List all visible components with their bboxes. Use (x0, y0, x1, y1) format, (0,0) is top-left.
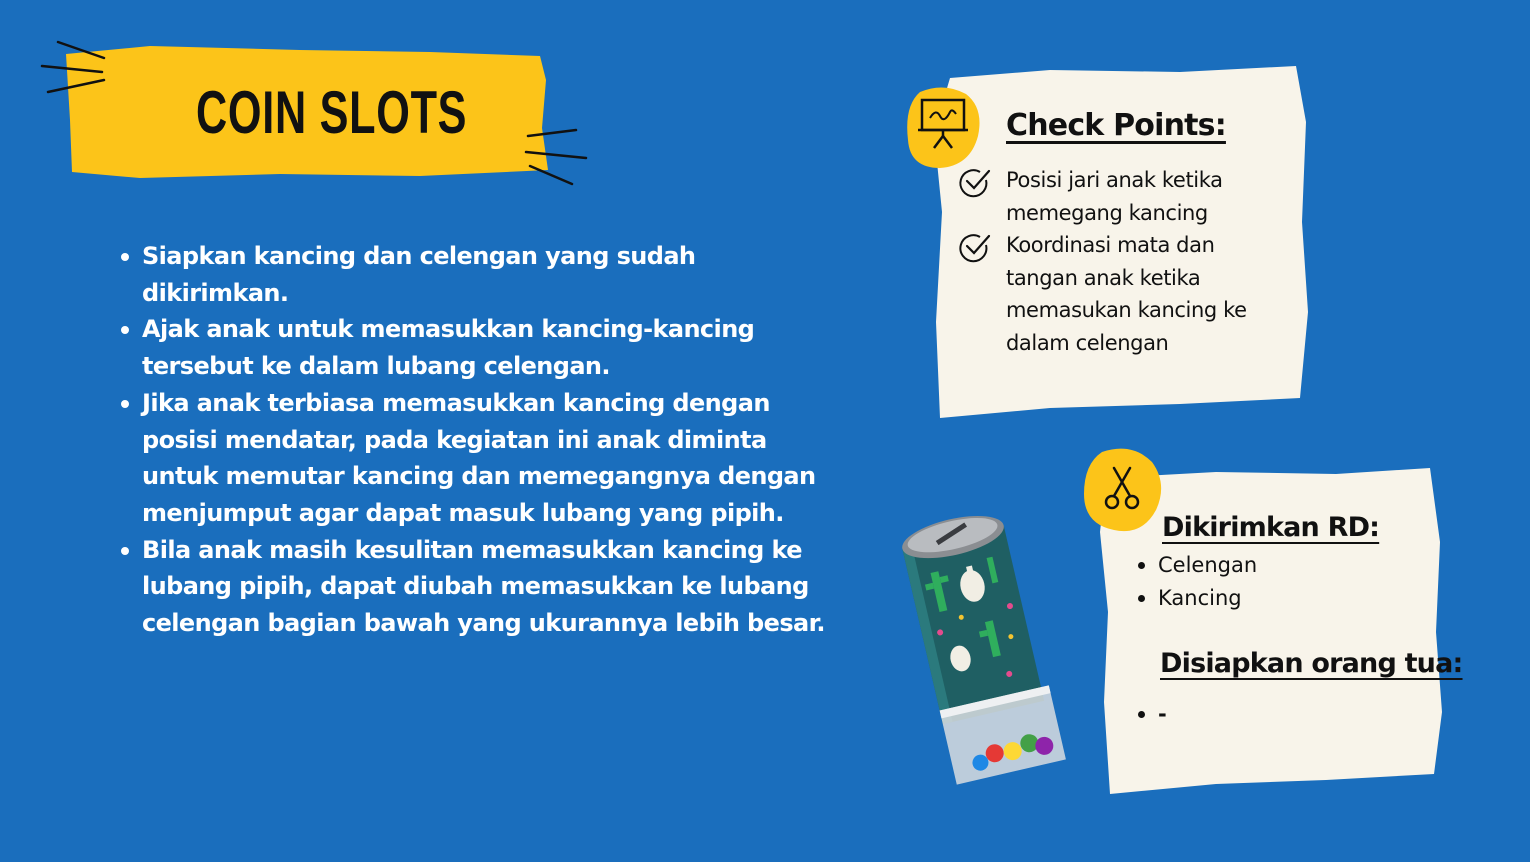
check-circle-icon (958, 231, 992, 265)
check-circle-icon (958, 166, 992, 200)
check-point-text: Posisi jari anak ketika memegang kancing (1006, 168, 1223, 225)
parent-item: - (1138, 698, 1167, 731)
parent-items-heading: Disiapkan orang tua: (1160, 648, 1463, 679)
sent-item: Kancing (1138, 582, 1257, 615)
sent-items-heading: Dikirimkan RD: (1162, 512, 1380, 543)
check-point-text: Koordinasi mata dan tangan anak ketika memasukan kancing ke dalam celengan (1006, 233, 1247, 355)
check-points-heading: Check Points: (1006, 108, 1226, 143)
sent-items-list (1138, 549, 1257, 614)
scissors-icon (1080, 444, 1166, 536)
page-title: COIN SLOTS (196, 79, 468, 146)
instruction-item: Siapkan kancing dan celengan yang sudah dikirimkan. (142, 238, 842, 311)
instruction-item: Ajak anak untuk memasukkan kancing-kancing tersebut ke dalam lubang celengan. (142, 311, 842, 384)
instruction-item: Bila anak masih kesulitan memasukkan kancing ke lubang pipih, dapat diubah memasukkan ke lubang celengan bagian bawah yang ukurannya lebih besar. (142, 532, 842, 642)
sent-item: Celengan (1138, 549, 1257, 582)
instructions-list (112, 238, 842, 642)
coin-bank-photo (900, 504, 1080, 800)
presentation-board-icon (904, 84, 984, 172)
instruction-item: Jika anak terbiasa memasukkan kancing dengan posisi mendatar, pada kegiatan ini anak diminta untuk memutar kancing dan memegangnya dengan menjumput agar dapat masuk lubang yang pipih. (142, 385, 842, 532)
parent-items-list (1138, 698, 1167, 731)
